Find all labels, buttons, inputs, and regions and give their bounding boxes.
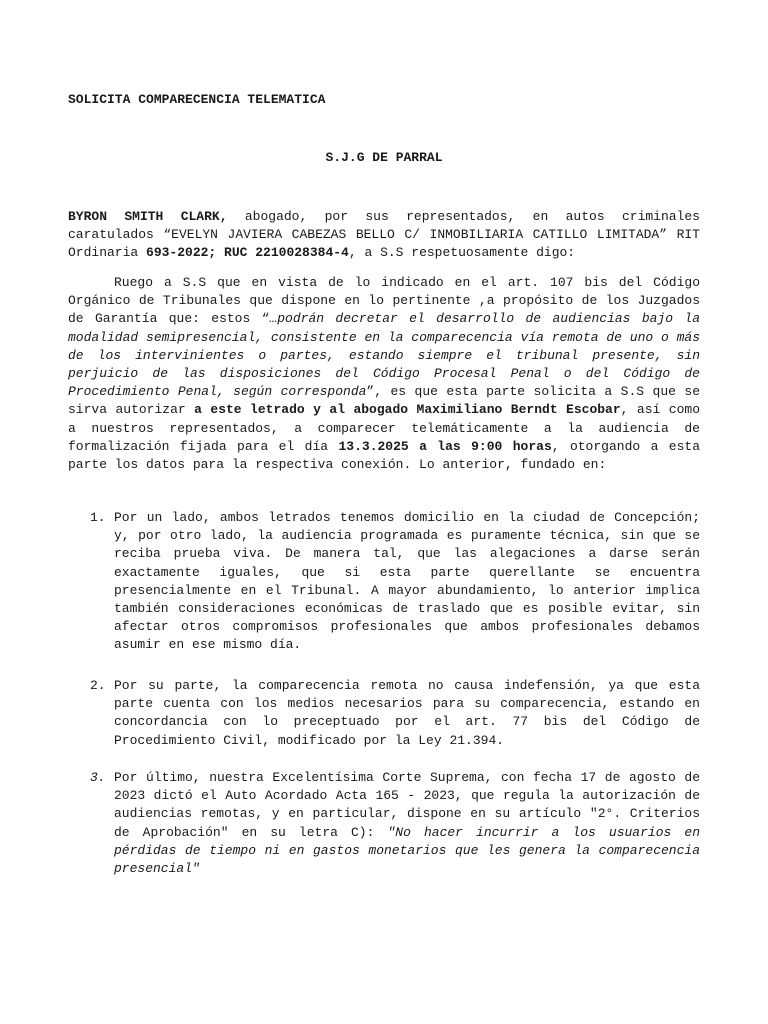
hearing-date: 13.3.2025 a las 9:00 horas bbox=[338, 438, 552, 454]
request-text-4: , otorgando a esta parte los datos para la respectiva conexión. Lo anterior, fundado en: bbox=[68, 438, 700, 473]
request-text-1: Ruego a S.S que en vista de lo indicado en el art. 107 bis del Código Orgánico de Tribunales que dispone en lo pertinente ,a propósito de los Juzgados de Garantía que: estos “ bbox=[68, 275, 700, 327]
list-item-quote: "No hacer incurrir a los usuarios en pérdidas de tiempo ni en gastos monetarios que les genera la comparecencia presencial" bbox=[114, 824, 700, 877]
list-number: 3. bbox=[90, 770, 106, 785]
list-item bbox=[90, 677, 700, 750]
list-item bbox=[90, 509, 700, 655]
lawyer-name: BYRON SMITH CLARK, bbox=[68, 209, 228, 224]
case-number: 693-2022; RUC 2210028384-4 bbox=[146, 245, 349, 261]
legal-quote: …podrán decretar el desarrollo de audiencias bajo la modalidad semipresencial, consistente en la comparecencia vía remota de uno o más de los intervinientes o partes, estando siempre el tribunal presente, sin perjuicio de las disposiciones del Código Procesal Penal o del Código de Procedimiento Penal, según corresponda bbox=[68, 311, 700, 400]
list-number: 2. bbox=[90, 678, 106, 693]
court-heading: S.J.G DE PARRAL bbox=[325, 150, 443, 165]
intro-paragraph bbox=[68, 208, 700, 263]
attorneys-named: a este letrado y al abogado Maximiliano Berndt Escobar bbox=[194, 402, 621, 418]
document-title: SOLICITA COMPARECENCIA TELEMATICA bbox=[68, 92, 326, 107]
list-number: 1. bbox=[90, 510, 106, 525]
request-text-3: , así como a nuestros representados, a comparecer telemáticamente a la audiencia de formalización fijada para el día bbox=[68, 402, 700, 454]
list-item-text: Por un lado, ambos letrados tenemos domicilio en la ciudad de Concepción; y, por otro lado, la audiencia programada es puramente técnica, sin que se reciba prueba viva. De manera tal, que las alegaciones a darse serán exactamente iguales, que si esta parte querellante se encuentra presencialmente en el Tribunal. A mayor abundamiento, lo anterior implica también consideraciones económicas de traslado que es posible evitar, sin afectar otros compromisos profesionales que ambos profesionales debamos asumir en ese mismo día. bbox=[114, 510, 700, 653]
list-item-text: Por último, nuestra Excelentísima Corte Suprema, con fecha 17 de agosto de 2023 dictó el Auto Acordado Acta 165 - 2023, que regula la autorización de audiencias remotas, y en particular, dispone en su artículo "2°. Criterios de Aprobación" en su letra C): bbox=[114, 770, 700, 840]
list-item bbox=[90, 769, 700, 878]
intro-text-2: , a S.S respetuosamente digo: bbox=[348, 245, 576, 261]
request-text-2: ”, es que esta parte solicita a S.S que se sirva autorizar bbox=[68, 384, 700, 418]
intro-text-1: abogado, por sus representados, en autos criminales caratulados “EVELYN JAVIERA CABEZAS BELLO C/ INMOBILIARIA CATILLO LIMITADA” RIT Ordinaria bbox=[68, 209, 700, 261]
request-paragraph bbox=[68, 274, 700, 474]
list-item-text: Por su parte, la comparecencia remota no causa indefensión, ya que esta parte cuenta con los medios necesarios para su comparecencia, estando en concordancia con lo preceptuado por el art. 77 bis del Código de Procedimiento Civil, modificado por la Ley 21.394. bbox=[114, 678, 700, 748]
